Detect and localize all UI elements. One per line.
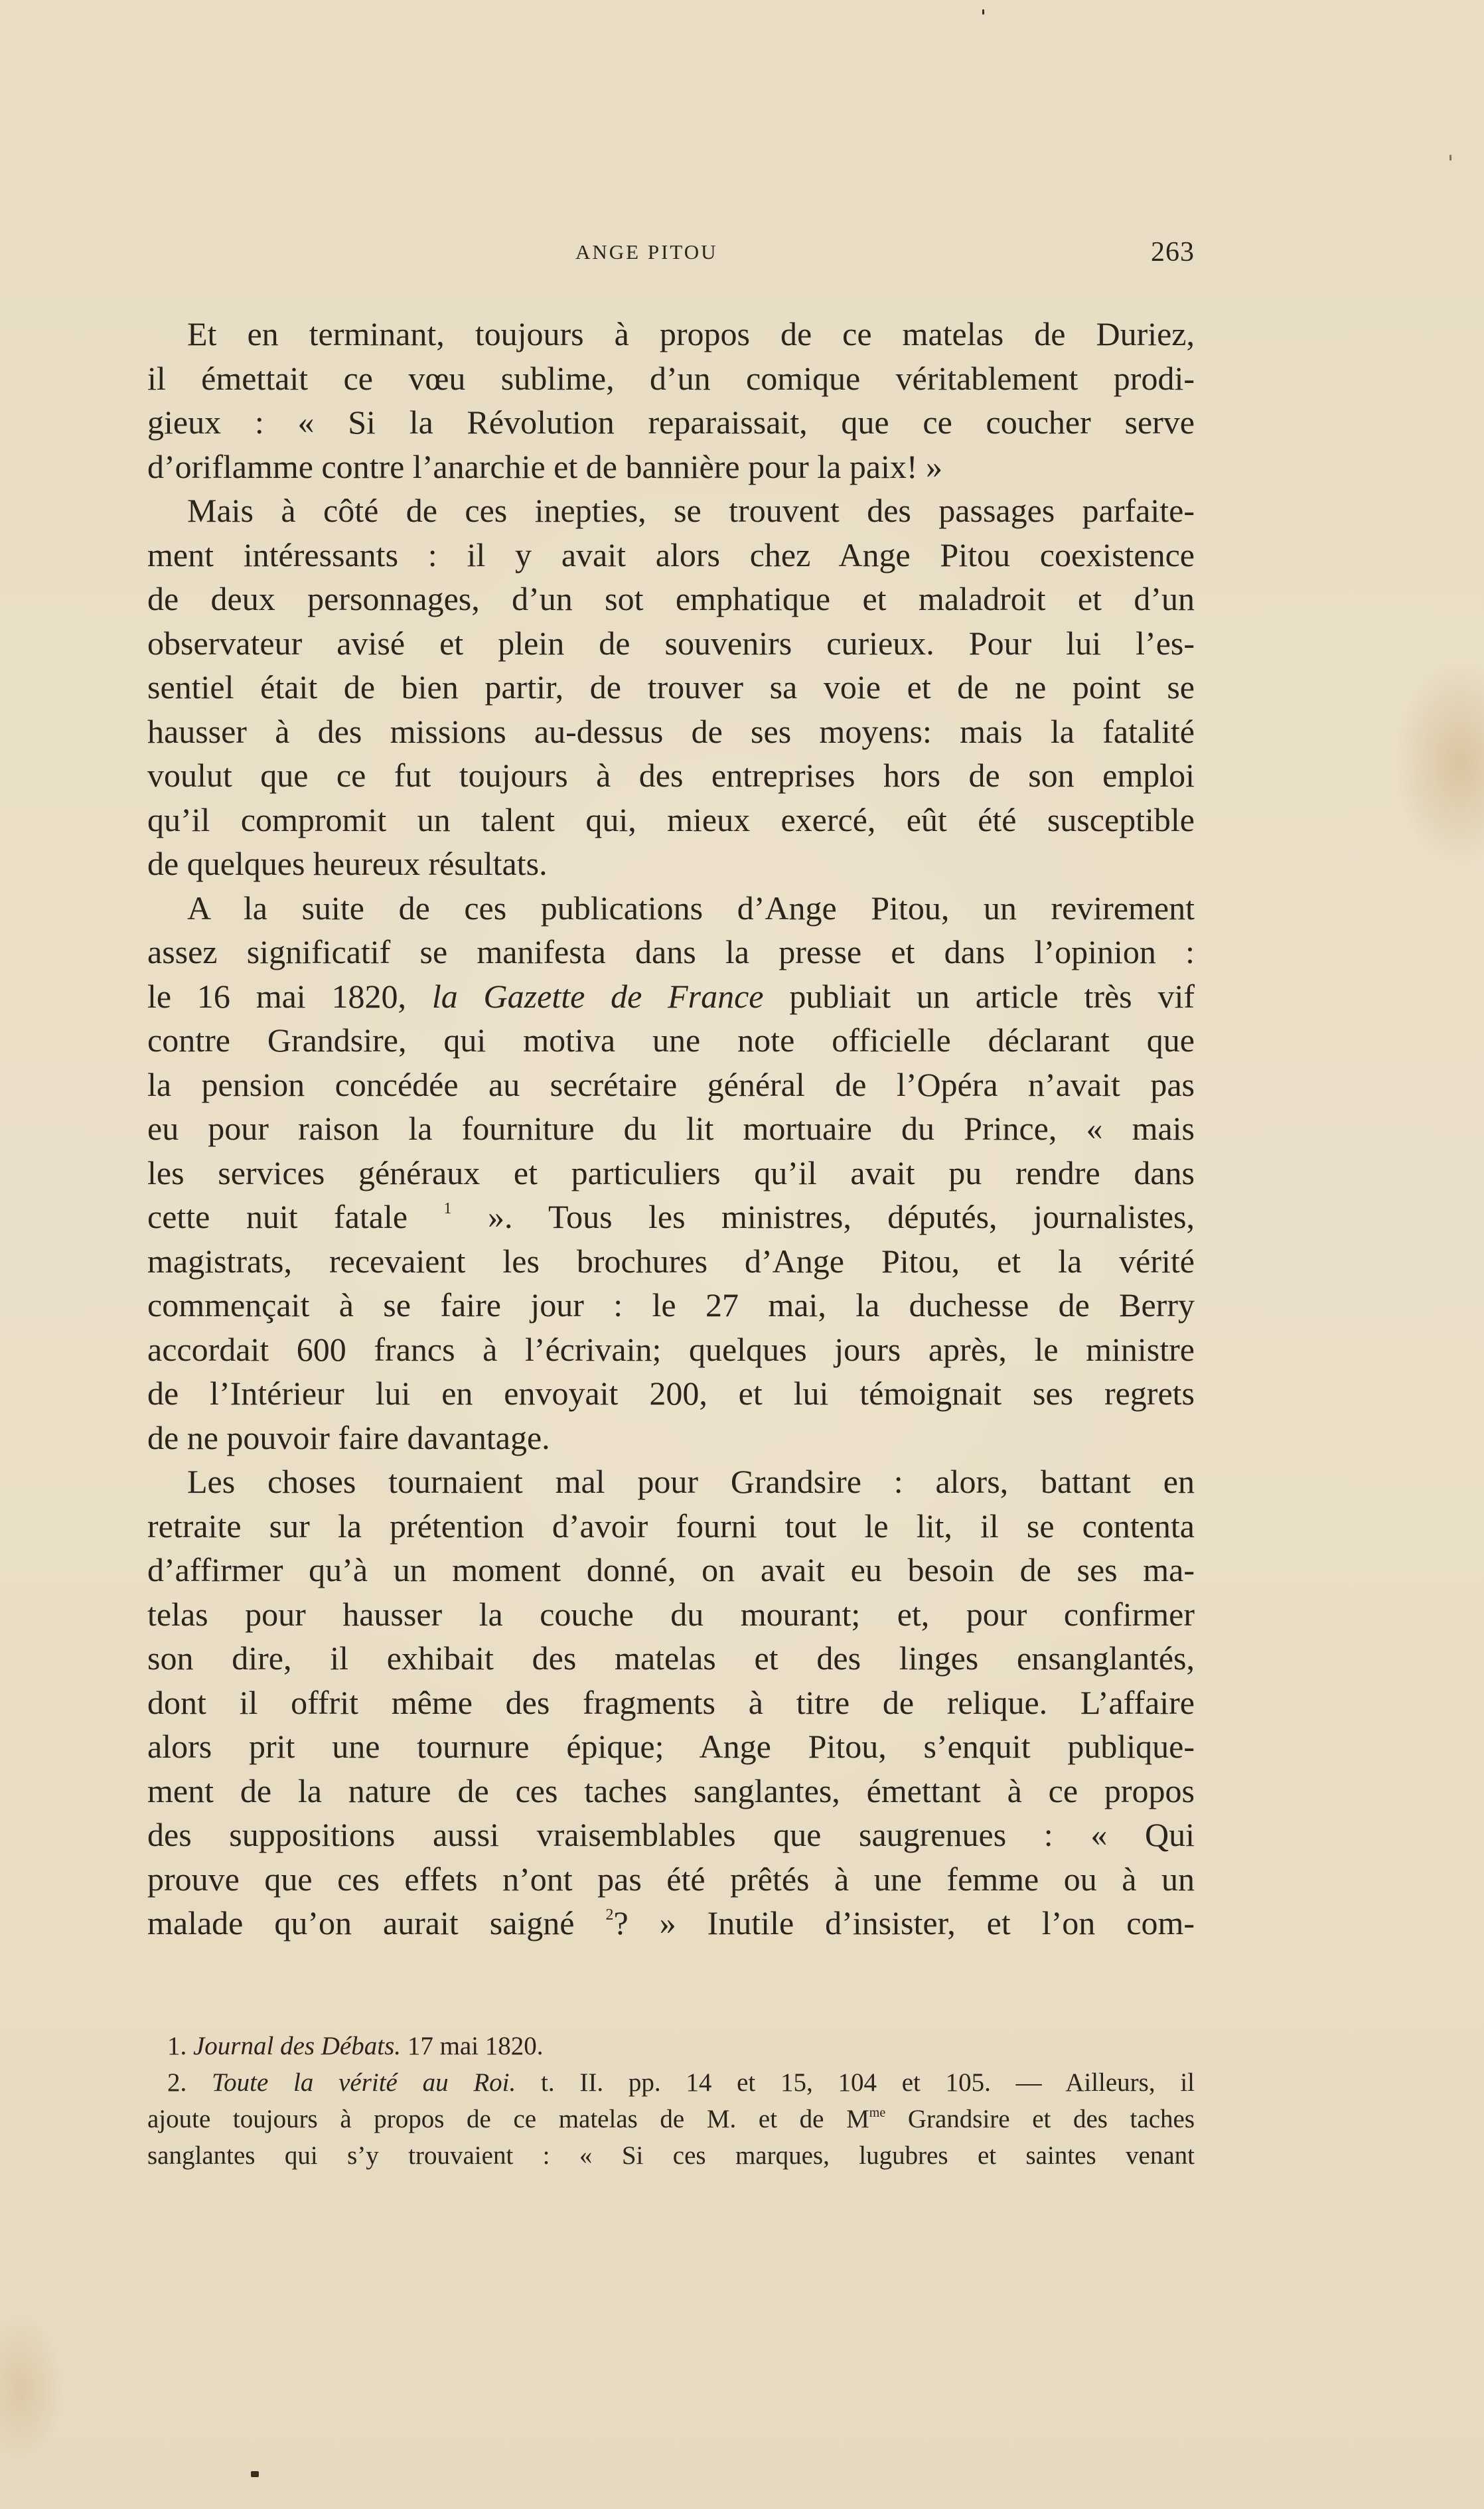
text-line: alors prit une tournure épique; Ange Pitou, s’enquit publique- xyxy=(147,1728,1195,1765)
footnote-line xyxy=(147,2101,1195,2137)
text-run: ajoute toujours à propos de ce matelas de M. et de M xyxy=(147,2105,869,2133)
text-run: publiait un article très vif xyxy=(763,977,1195,1015)
text-line: Et en terminant, toujours à propos de ce matelas de Duriez, xyxy=(187,315,1195,352)
text-line: il émettait ce vœu sublime, d’un comique véritablement prodi- xyxy=(147,359,1195,397)
text-line: voulut que ce fut toujours à des entreprises hors de son emploi xyxy=(147,757,1195,794)
text-line: commençait à se faire jour : le 27 mai, la duchesse de Berry xyxy=(147,1286,1195,1324)
footnote-marker[interactable] xyxy=(605,1906,613,1924)
text-line: de ne pouvoir faire davantage. xyxy=(147,1418,550,1456)
text-line: gieux : « Si la Révolution reparaissait, que ce coucher serve xyxy=(147,404,1195,441)
footnote-number: 1. xyxy=(167,2032,187,2060)
text-run: ? » Inutile d’insister, et l’on com- xyxy=(613,1904,1195,1941)
text-line: assez significatif se manifesta dans la presse et dans l’opinion : xyxy=(147,933,1195,970)
text-line: de quelques heureux résultats. xyxy=(147,845,548,882)
text-line: telas pour hausser la couche du mourant; et, pour confirmer xyxy=(147,1595,1195,1633)
running-title: ANGE PITOU xyxy=(575,240,718,264)
text-run: t. II. pp. 14 et 15, 104 et 105. — Ailleurs, il xyxy=(516,2068,1195,2097)
text-line: la pension concédée au secrétaire général de l’Opéra n’avait pas xyxy=(147,1065,1195,1103)
text-line: accordait 600 francs à l’écrivain; quelques jours après, le ministre xyxy=(147,1330,1195,1368)
text-run: ». Tous les ministres, députés, journalistes, xyxy=(451,1198,1195,1235)
text-line: son dire, il exhibait des matelas et des linges ensanglantés, xyxy=(147,1639,1195,1677)
footnote-number: 2. xyxy=(167,2068,187,2097)
text-run: malade qu’on aurait saigné xyxy=(147,1904,606,1941)
ink-speck xyxy=(1449,155,1451,161)
text-line: observateur avisé et plein de souvenirs curieux. Pour lui l’es- xyxy=(147,624,1195,662)
text-line: dont il offrit même des fragments à titre de relique. L’affaire xyxy=(147,1683,1195,1721)
text-line: prouve que ces effets n’ont pas été prêtés à une femme ou à un xyxy=(147,1860,1195,1898)
text-run: Grandsire et des taches xyxy=(885,2105,1195,2133)
text-run: 17 mai 1820. xyxy=(401,2032,544,2060)
text-line: retraite sur la prétention d’avoir fourni tout le lit, il se contenta xyxy=(147,1507,1195,1545)
text-line: eu pour raison la fourniture du lit mortuaire du Prince, « mais xyxy=(147,1110,1195,1147)
text-line: hausser à des missions au-dessus de ses moyens: mais la fatalité xyxy=(147,712,1195,750)
text-line: ment de la nature de ces taches sanglantes, émettant à ce propos xyxy=(147,1772,1195,1809)
text-run: le 16 mai 1820, xyxy=(147,977,432,1015)
text-line: contre Grandsire, qui motiva une note officielle déclarant que xyxy=(147,1022,1195,1059)
text-line xyxy=(147,974,1195,1019)
text-line: de deux personnages, d’un sot emphatique et maladroit et d’un xyxy=(147,580,1195,617)
italic-title: la Gazette de France xyxy=(431,977,764,1015)
footnote-line xyxy=(147,2137,1195,2174)
footnotes xyxy=(147,2028,1195,2174)
footnote-line xyxy=(147,2028,1195,2064)
text-run: cette nuit fatale xyxy=(147,1198,444,1235)
superscript-abbrev: me xyxy=(869,2105,886,2120)
text-line xyxy=(147,1901,1195,1945)
text-line: A la suite de ces publications d’Ange Pitou, un revirement xyxy=(187,889,1195,927)
text-line: les services généraux et particuliers qu’il avait pu rendre dans xyxy=(147,1154,1195,1191)
italic-title: Journal des Débats. xyxy=(193,2032,402,2060)
italic-title: Toute la vérité au Roi. xyxy=(212,2068,516,2097)
page-number: 263 xyxy=(1151,237,1195,267)
text-run: sanglantes qui s’y trouvaient : « Si ces marques, lugubres et saintes venant xyxy=(147,2141,1195,2170)
body-text xyxy=(147,312,1195,1945)
footnote-ref: 1 xyxy=(443,1200,452,1217)
footnote-line xyxy=(147,2064,1195,2101)
running-head xyxy=(147,237,1195,273)
text-line: magistrats, recevaient les brochures d’Ange Pitou, et la vérité xyxy=(147,1242,1195,1280)
text-line: d’affirmer qu’à un moment donné, on avait eu besoin de ses ma- xyxy=(147,1551,1195,1588)
text-line: Mais à côté de ces inepties, se trouvent des passages parfaite- xyxy=(187,492,1195,529)
text-line: sentiel était de bien partir, de trouver sa voie et de ne point se xyxy=(147,668,1195,706)
text-line: des suppositions aussi vraisemblables que saugrenues : « Qui xyxy=(147,1816,1195,1853)
footnote-ref: 2 xyxy=(605,1906,614,1924)
text-line: de l’Intérieur lui en envoyait 200, et lui témoignait ses regrets xyxy=(147,1375,1195,1412)
text-line xyxy=(147,1195,1195,1239)
text-line: d’oriflamme contre l’anarchie et de bannière pour la paix! » xyxy=(147,447,943,485)
text-line: Les choses tournaient mal pour Grandsire : alors, battant en xyxy=(187,1463,1195,1500)
ink-speck xyxy=(251,2471,259,2477)
text-line: ment intéressants : il y avait alors chez Ange Pitou coexistence xyxy=(147,536,1195,573)
footnote-marker[interactable] xyxy=(444,1200,452,1217)
text-line: qu’il compromit un talent qui, mieux exercé, eût été susceptible xyxy=(147,800,1195,838)
ink-speck xyxy=(982,9,984,15)
